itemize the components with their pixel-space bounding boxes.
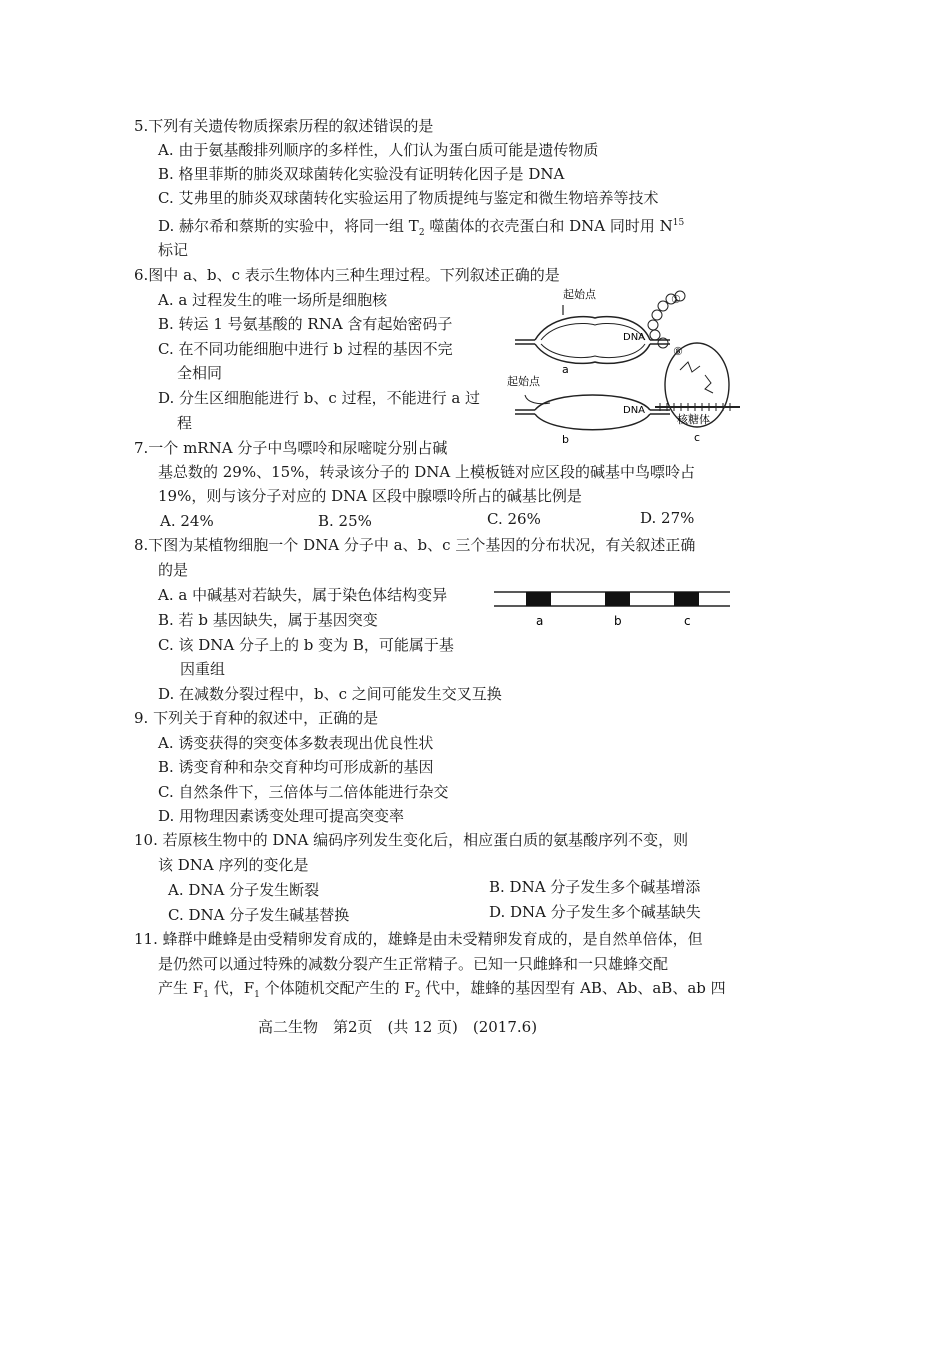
origin-top-label: 起始点 [563, 288, 596, 301]
q5-option-a: A. 由于氨基酸排列顺序的多样性，人们认为蛋白质可能是遗传物质 [158, 141, 599, 159]
q9-option-c: C. 自然条件下，三倍体与二倍体能进行杂交 [158, 783, 449, 801]
q11-stem-cont-1: 是仍然可以通过特殊的减数分裂产生正常精子。已知一只雌蜂和一只雄蜂交配 [158, 955, 669, 973]
q9-option-b: B. 诱变育种和杂交育种均可形成新的基因 [158, 758, 434, 776]
q8-option-b: B. 若 b 基因缺失，属于基因突变 [158, 611, 378, 629]
origin-bottom-label: 起始点 [507, 375, 540, 388]
q11-stem: 11. 蜂群中雌蜂是由受精卵发育成的，雄蜂是由未受精卵发育成的，是自然单倍体，但 [134, 930, 703, 948]
gene-c-label: c [684, 614, 691, 628]
dna-bottom-label: DNA [623, 405, 646, 416]
q8-option-d: D. 在减数分裂过程中，b、c 之间可能发生交叉互换 [158, 685, 502, 703]
q6-option-d-cont: 程 [177, 414, 193, 432]
q9-option-d: D. 用物理因素诱变处理可提高突变率 [158, 807, 405, 825]
q6-option-a: A. a 过程发生的唯一场所是细胞核 [158, 291, 388, 309]
q10-stem-cont: 该 DNA 序列的变化是 [158, 856, 309, 874]
q5-option-d: D. 赫尔希和蔡斯的实验中，将同一组 $T_2$ 噬菌体的衣壳蛋白和 DNA 同时用 $N^{15}$ [158, 217, 685, 238]
q6-figure [505, 285, 755, 445]
gene-a-segment [526, 592, 551, 606]
q10-option-a: A. DNA 分子发生断裂 [168, 881, 320, 899]
q7-option-d: D. 27% [640, 509, 695, 527]
q7-option-a: A. 24% [160, 512, 214, 530]
q10-option-d: D. DNA 分子发生多个碱基缺失 [489, 903, 701, 921]
q5-option-b: B. 格里菲斯的肺炎双球菌转化实验没有证明转化因子是 DNA [158, 165, 565, 183]
q5-stem: 5.下列有关遗传物质探索历程的叙述错误的是 [134, 117, 434, 135]
q8-stem-cont: 的是 [158, 561, 189, 579]
q9-option-a: A. 诱变获得的突变体多数表现出优良性状 [158, 734, 434, 752]
q10-stem: 10. 若原核生物中的 DNA 编码序列发生变化后，相应蛋白质的氨基酸序列不变，则 [134, 831, 689, 849]
q8-stem: 8.下图为某植物细胞一个 DNA 分子中 a、b、c 三个基因的分布状况，有关叙述正确 [134, 536, 696, 554]
label-b: b [562, 433, 569, 445]
amino-acid-1: ① [671, 293, 681, 306]
gene-b-label: b [614, 614, 622, 628]
q7-option-c: C. 26% [487, 510, 541, 528]
q6-option-d: D. 分生区细胞能进行 b、c 过程，不能进行 a 过 [158, 389, 481, 407]
q5-option-c: C. 艾弗里的肺炎双球菌转化实验运用了物质提纯与鉴定和微生物培养等技术 [158, 189, 659, 207]
q10-option-c: C. DNA 分子发生碱基替换 [168, 906, 350, 924]
q5-option-d-cont: 标记 [158, 241, 189, 259]
q6-stem: 6.图中 a、b、c 表示生物体内三种生理过程。下列叙述正确的是 [134, 266, 560, 284]
q11-stem-cont-2: 产生 $F_1$ 代，$F_1$ 个体随机交配产生的 $F_2$ 代中，雄蜂的基因型有 AB、Ab、aB、ab 四 [158, 979, 726, 1000]
q6-option-c: C. 在不同功能细胞中进行 b 过程的基因不完 [158, 340, 453, 358]
q10-option-b: B. DNA 分子发生多个碱基增添 [489, 878, 701, 896]
gene-a-label: a [536, 614, 544, 628]
dna-top-label: DNA [623, 332, 646, 343]
q8-option-c: C. 该 DNA 分子上的 b 变为 B，可能属于基 [158, 636, 454, 654]
q7-stem: 7.一个 mRNA 分子中鸟嘌呤和尿嘧啶分别占碱 [134, 439, 448, 457]
q9-stem: 9. 下列关于育种的叙述中，正确的是 [134, 709, 379, 727]
label-a: a [562, 363, 569, 376]
amino-acid-8: ⑧ [673, 345, 683, 358]
q6-option-c-cont: 全相同 [177, 364, 223, 382]
gene-c-segment [674, 592, 699, 606]
ribosome-label: 核糖体 [677, 413, 710, 426]
q8-option-a: A. a 中碱基对若缺失，属于染色体结构变异 [158, 586, 448, 604]
label-c: c [694, 431, 701, 444]
q8-gene-map [494, 585, 730, 631]
gene-b-segment [605, 592, 630, 606]
q7-stem-cont-2: 19%，则与该分子对应的 DNA 区段中腺嘌呤所占的碱基比例是 [158, 487, 582, 505]
q6-option-b: B. 转运 1 号氨基酸的 RNA 含有起始密码子 [158, 315, 453, 333]
page-footer: 高二生物 第2页 (共 12 页) (2017.6) [258, 1018, 538, 1036]
q7-option-b: B. 25% [318, 512, 372, 530]
q8-option-c-cont: 因重组 [180, 660, 226, 678]
q7-stem-cont-1: 基总数的 29%、15%，转录该分子的 DNA 上模板链对应区段的碱基中鸟嘌呤占 [158, 463, 695, 481]
